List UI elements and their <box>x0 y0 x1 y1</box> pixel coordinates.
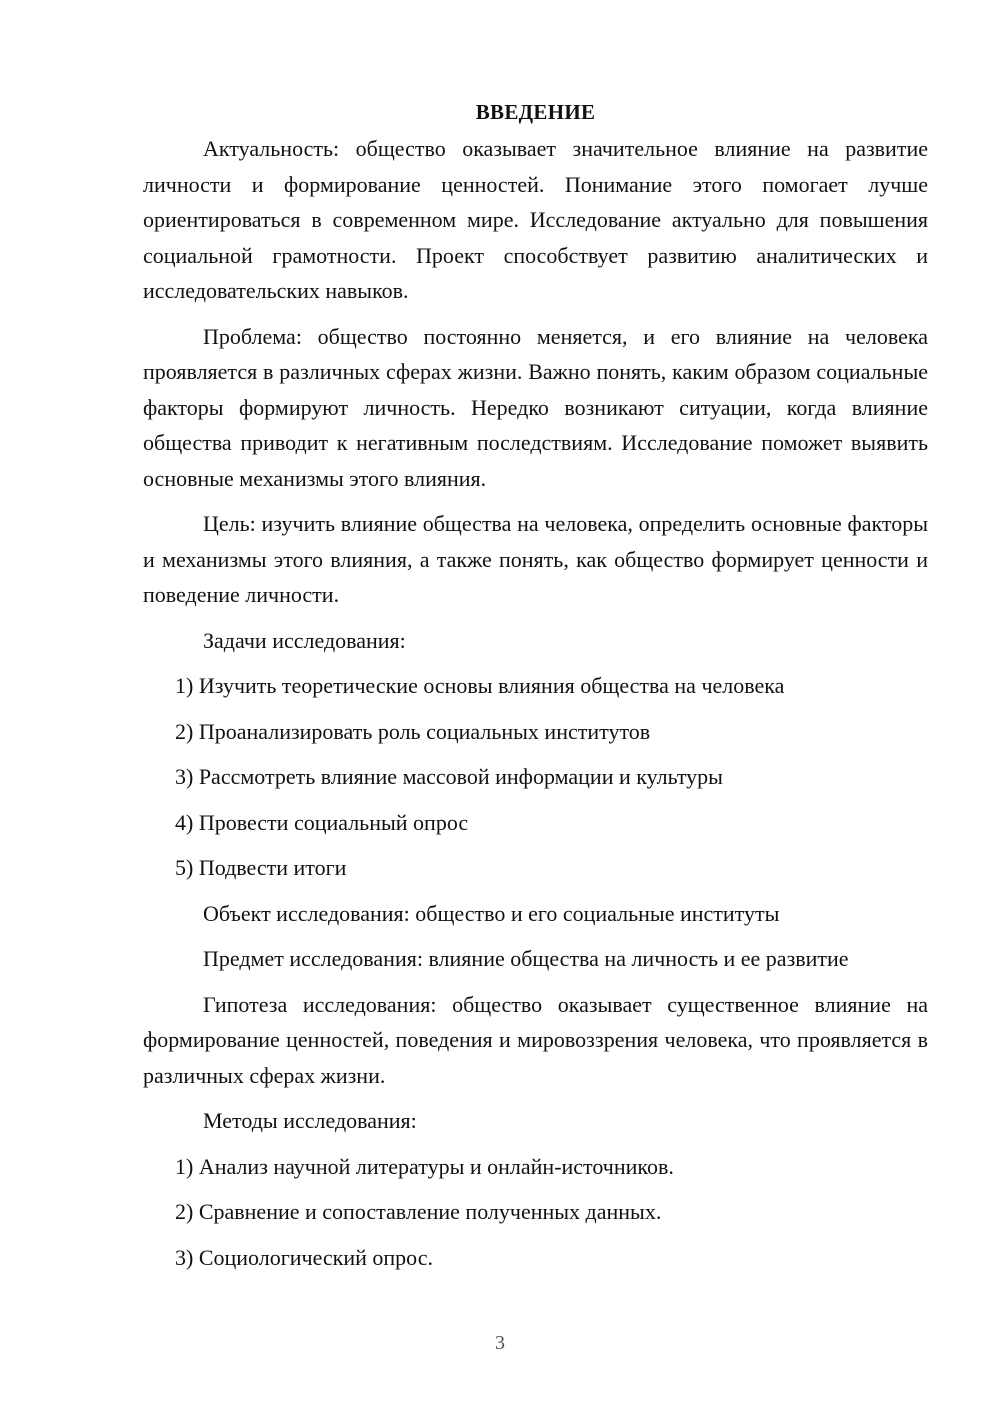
list-item: 2) Сравнение и сопоставление полученных данных. <box>175 1199 662 1224</box>
list-item: 3) Социологический опрос. <box>175 1244 433 1270</box>
problem-paragraph: Проблема: общество постоянно меняется, и его влияние на человека проявляется в различных сферах жизни. Важно понять, каким образом социальные факторы формируют личность. Нередко возникают ситуации, когда влияние общества приводит к негативным последствиям. Исследование поможет выявить основные механизмы этого влияния. <box>143 323 928 491</box>
hypothesis-paragraph: Гипотеза исследования: общество оказывает существенное влияние на формирование ценностей, поведения и мировоззрения человека, что проявляется в различных сферах жизни. <box>143 991 928 1088</box>
list-item: 1) Изучить теоретические основы влияния общества на человека <box>175 673 785 698</box>
goal-paragraph: Цель: изучить влияние общества на человека, определить основные факторы и механизмы этого влияния, а также понять, как общество формирует ценности и поведение личности. <box>143 511 928 607</box>
object-line: Объект исследования: общество и его социальные институты <box>203 900 780 926</box>
paragraph-gap <box>143 496 928 506</box>
tasks-list <box>143 668 928 886</box>
methods-list <box>143 1149 928 1276</box>
list-item: 4) Провести социальный опрос <box>175 809 469 835</box>
paragraph-gap <box>143 613 928 623</box>
paragraph-gap <box>143 309 928 319</box>
page-title: ВВЕДЕНИЕ <box>475 100 596 124</box>
list-item: 3) Рассмотреть влияние массовой информации и культуры <box>175 764 723 789</box>
list-item: 1) Анализ научной литературы и онлайн-источников. <box>175 1153 674 1179</box>
methods-heading: Методы исследования: <box>203 1108 417 1133</box>
subject-line: Предмет исследования: влияние общества на личность и ее развитие <box>203 946 849 971</box>
actuality-paragraph: Актуальность: общество оказывает значительное влияние на развитие личности и формирование ценностей. Понимание этого помогает лучше ориентироваться в современном мире. Исследование актуально для повышения социальной грамотности. Проект способствует развитию аналитических и исследовательских навыков. <box>143 136 928 303</box>
paragraph-gap <box>143 1093 928 1103</box>
list-item: 2) Проанализировать роль социальных институтов <box>175 718 651 744</box>
page-number: 3 <box>495 1332 505 1354</box>
document-page <box>143 93 928 1275</box>
tasks-heading: Задачи исследования: <box>203 627 406 653</box>
list-item: 5) Подвести итоги <box>175 855 347 880</box>
